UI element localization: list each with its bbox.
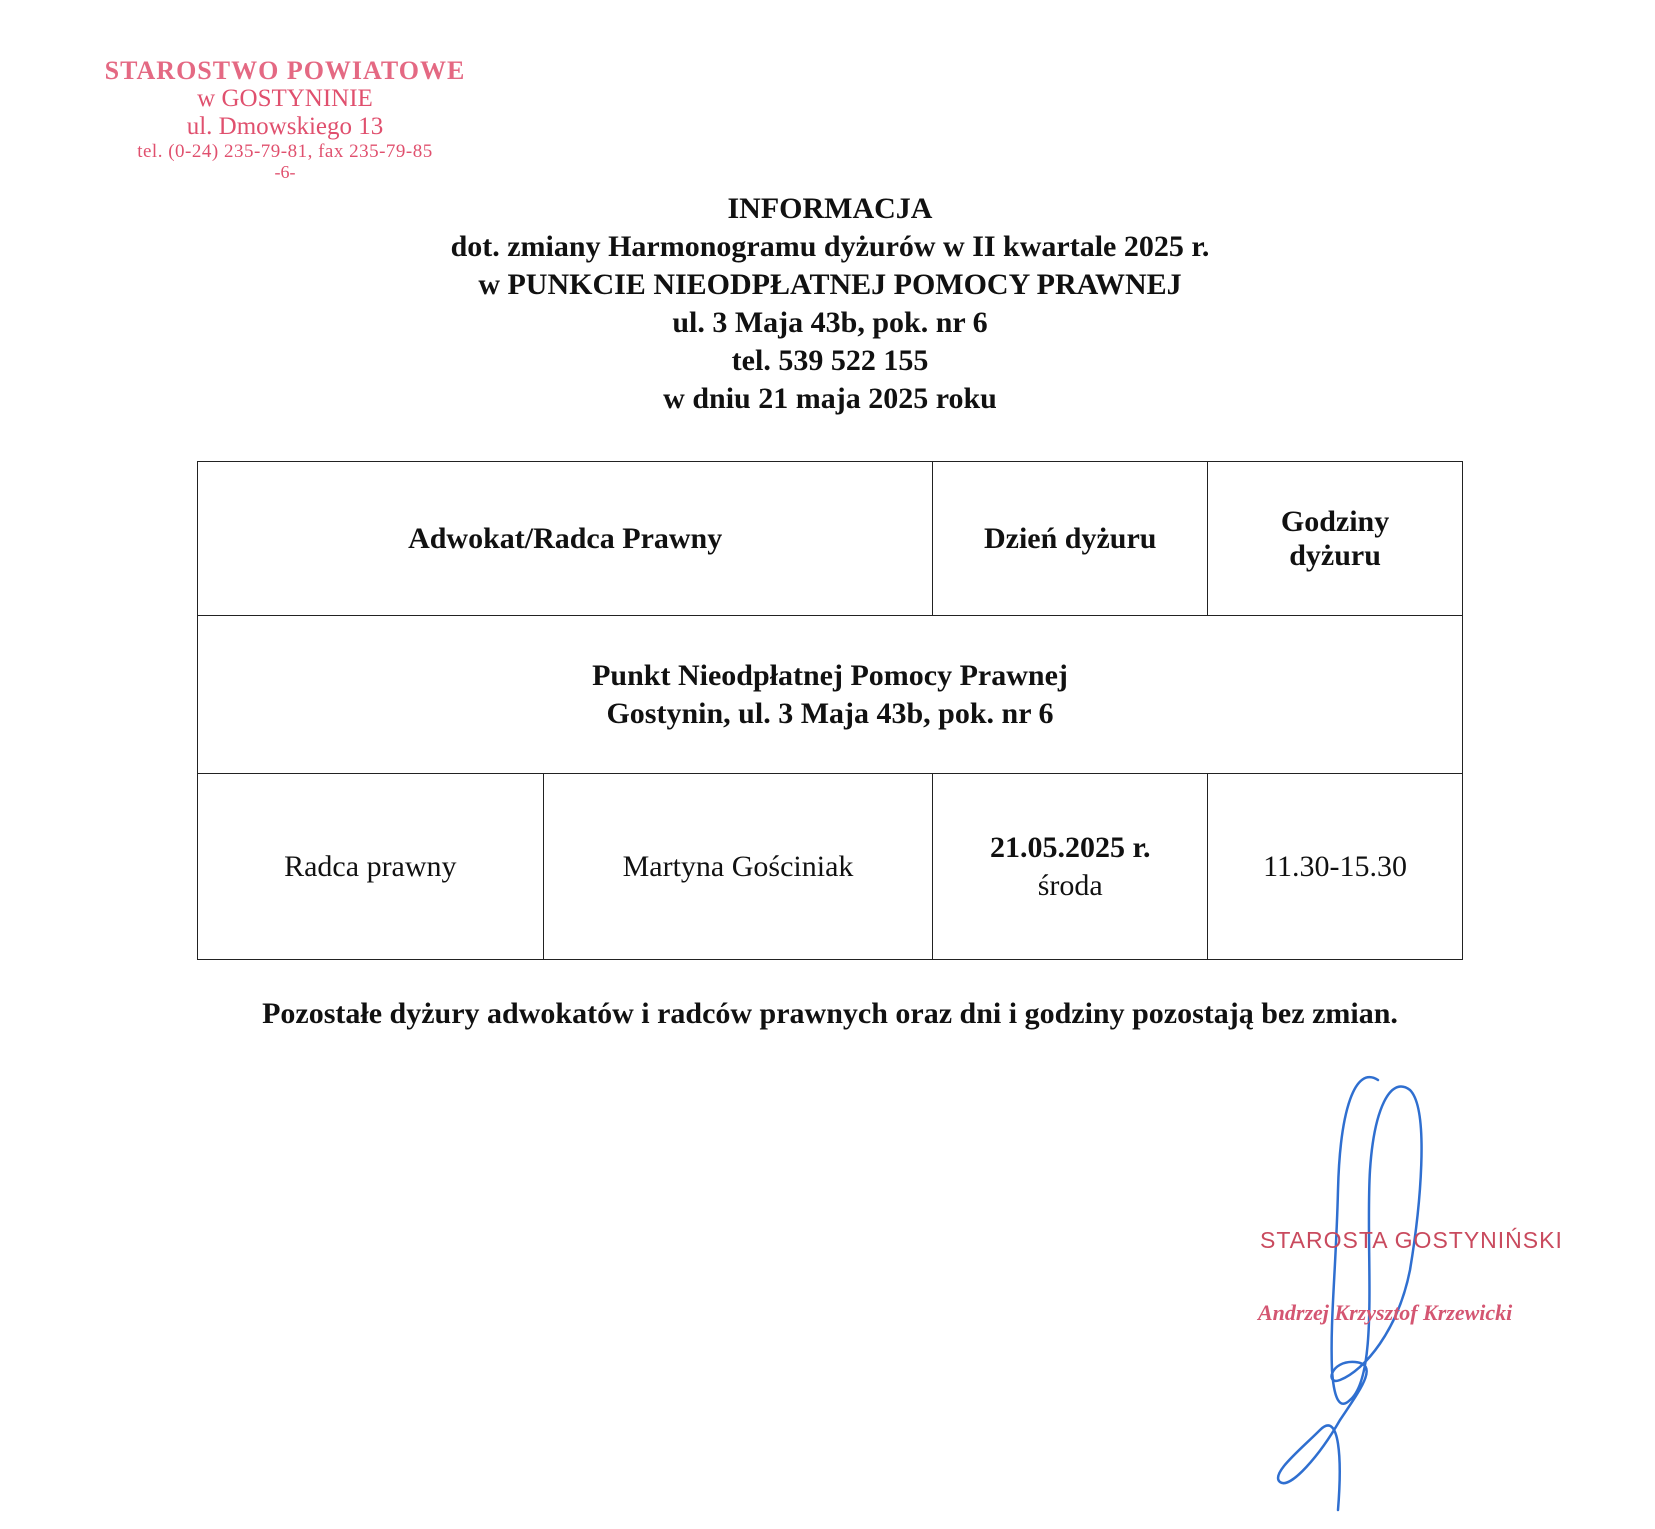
location-line-1: Punkt Nieodpłatnej Pomocy Prawnej	[592, 658, 1068, 692]
signatory-title: STAROSTA GOSTYNIŃSKI	[1260, 1227, 1563, 1253]
document-header	[300, 190, 1360, 418]
stamp-line-1: STAROSTWO POWIATOWE	[104, 56, 466, 85]
column-header-hours-line-2: dyżuru	[1289, 538, 1381, 572]
location-cell	[198, 616, 1463, 774]
signatory-name: Andrzej Krzysztof Krzewicki	[1258, 1300, 1513, 1325]
stamp-line-3: ul. Dmowskiego 13	[186, 113, 384, 141]
stamp-line-5: -6-	[274, 162, 296, 183]
stamp-line-4: tel. (0-24) 235-79-81, fax 235-79-85	[137, 141, 433, 163]
cell-name: Martyna Gościniak	[543, 774, 933, 960]
column-header-day: Dzień dyżuru	[933, 462, 1208, 616]
cell-role: Radca prawny	[198, 774, 544, 960]
stamp-line-2: w GOSTYNINIE	[197, 85, 373, 113]
office-stamp	[95, 56, 475, 183]
header-place: w PUNKCIE NIEODPŁATNEJ POMOCY PRAWNEJ	[478, 268, 1182, 301]
header-phone: tel. 539 522 155	[731, 344, 929, 377]
header-address: ul. 3 Maja 43b, pok. nr 6	[672, 306, 988, 339]
table-row	[198, 774, 1463, 960]
header-subject: dot. zmiany Harmonogramu dyżurów w II kwartale 2025 r.	[450, 230, 1210, 263]
document-title: INFORMACJA	[727, 192, 933, 225]
column-header-hours	[1208, 462, 1463, 616]
cell-weekday: środa	[1037, 868, 1103, 902]
column-header-lawyer: Adwokat/Radca Prawny	[198, 462, 933, 616]
location-line-2: Gostynin, ul. 3 Maja 43b, pok. nr 6	[606, 696, 1054, 730]
cell-hours: 11.30-15.30	[1208, 774, 1463, 960]
cell-date	[933, 774, 1208, 960]
header-date: w dniu 21 maja 2025 roku	[663, 382, 997, 415]
schedule-table	[197, 461, 1463, 960]
handwritten-signature	[1270, 1070, 1450, 1520]
footer-note: Pozostałe dyżury adwokatów i radców prawnych oraz dni i godziny pozostają bez zmian.	[262, 997, 1398, 1030]
table-header-row	[198, 462, 1463, 616]
location-row	[198, 616, 1463, 774]
cell-date-value: 21.05.2025 r.	[989, 830, 1151, 864]
column-header-hours-line-1: Godziny	[1280, 504, 1390, 538]
